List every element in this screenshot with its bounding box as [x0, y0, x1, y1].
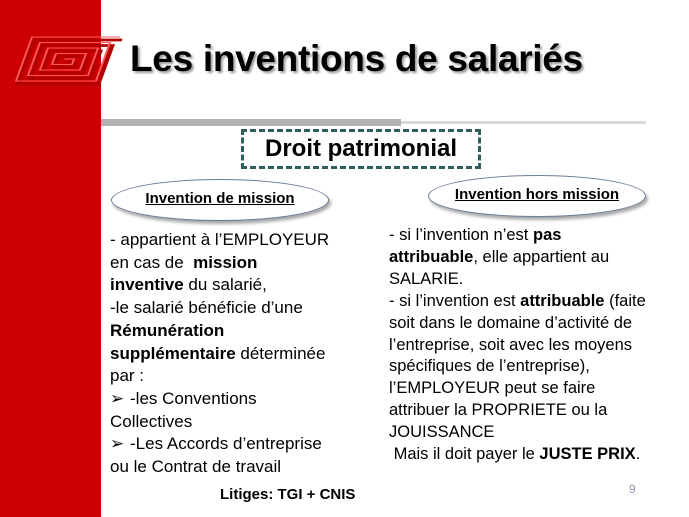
text-line: ou le Contrat de travail	[110, 457, 282, 477]
footer-litiges: Litiges: TGI + CNIS	[220, 486, 356, 503]
text-line: -le salarié bénéficie d’une	[110, 298, 303, 318]
text-line: SALARIE.	[389, 269, 464, 288]
text-line: Mais il doit payer le JUSTE PRIX.	[389, 445, 641, 464]
arrow-bullet-icon: ➢	[110, 388, 125, 408]
text-line: spécifiques de l’entreprise),	[389, 357, 590, 376]
text-line: l’EMPLOYEUR peut se faire	[389, 379, 596, 398]
title-underline-light	[401, 121, 646, 124]
text-line: l’entreprise, soit avec les moyens	[389, 335, 633, 354]
text-line: Collectives	[110, 411, 193, 431]
text-line: inventive du salarié,	[110, 275, 267, 295]
text-line: - si l’invention n’est pas	[389, 226, 562, 244]
text-line: en cas de mission	[110, 252, 258, 272]
text-line: - appartient à l’EMPLOYEUR	[110, 230, 330, 249]
spiral-logo-icon	[2, 26, 130, 96]
text-line: soit dans le domaine d’activité de	[389, 313, 633, 332]
bullet-item: ➢ -Les Accords d’entreprise	[110, 433, 329, 456]
text-line: - si l’invention est attribuable (faite	[389, 291, 646, 310]
bullet-item: ➢ -les Conventions	[110, 388, 329, 411]
text-line: JOUISSANCE	[389, 423, 495, 442]
slide-title: Les inventions de salariés	[130, 38, 583, 79]
right-heading-oval	[428, 175, 646, 217]
text-line: attribuable, elle appartient au	[389, 247, 610, 266]
text-line: Rémunération	[110, 320, 225, 340]
left-heading-oval	[111, 179, 329, 221]
left-column-text	[110, 229, 329, 479]
title-underline-dark	[101, 119, 401, 126]
page-number: 9	[629, 482, 636, 496]
left-heading-label: Invention de mission	[145, 190, 295, 207]
right-column-text	[389, 225, 646, 466]
arrow-bullet-icon: ➢	[110, 434, 125, 454]
section-title-box: Droit patrimonial	[241, 129, 481, 169]
text-line: par :	[110, 366, 145, 386]
text-line: attribuer la PROPRIETE ou la	[389, 401, 608, 420]
right-heading-label: Invention hors mission	[454, 186, 620, 203]
text-line: supplémentaire déterminée	[110, 343, 326, 363]
